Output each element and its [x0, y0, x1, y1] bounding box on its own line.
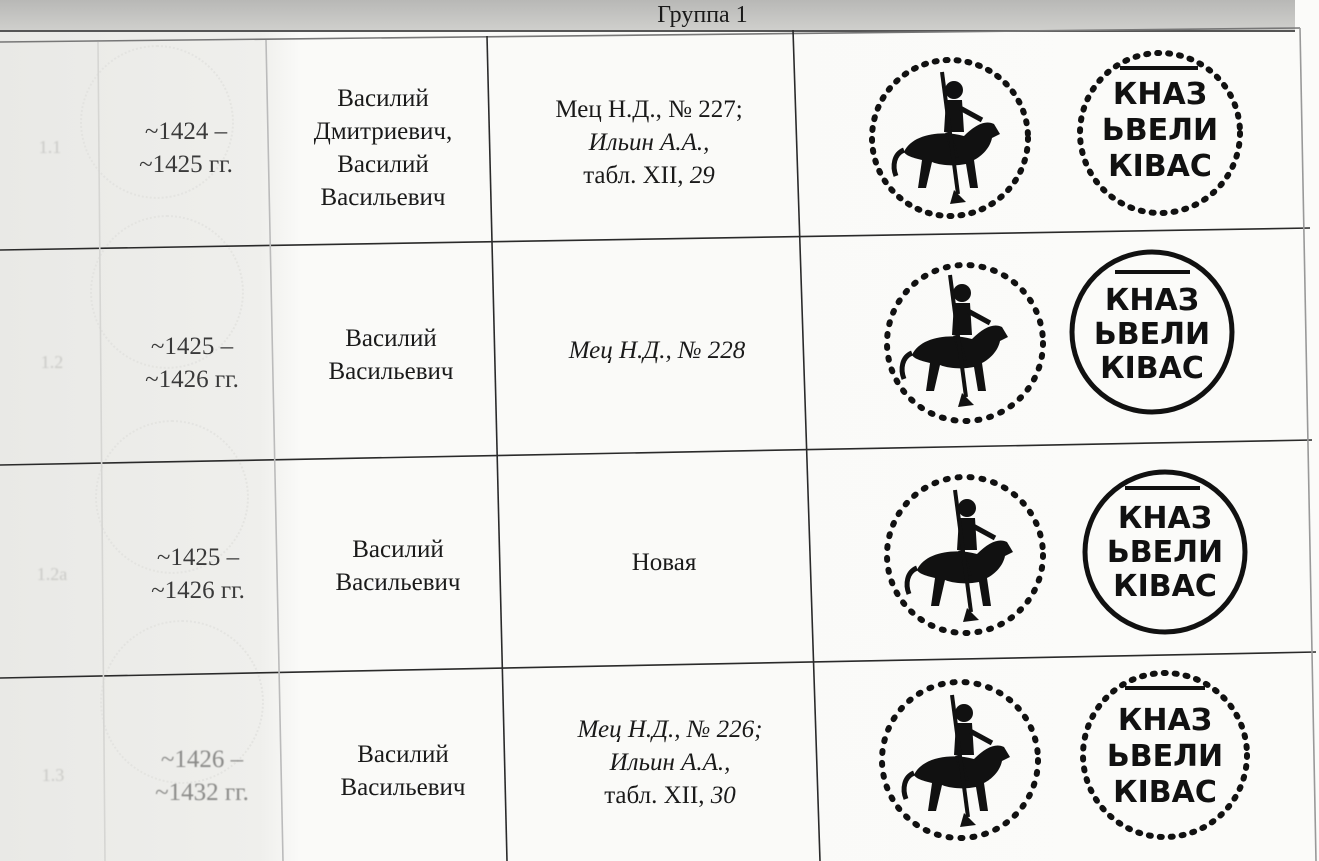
- reverse-coin: [1085, 472, 1245, 632]
- reference-line: Новая: [631, 548, 697, 576]
- reference-line: Ильин А.А.,: [609, 748, 731, 776]
- ruler-line: Васильевич: [328, 358, 454, 385]
- reverse-legend-line: КIВАС: [1100, 351, 1204, 386]
- row-index: 1.3: [41, 765, 65, 785]
- obverse-coin: [887, 265, 1043, 421]
- date-start: ~1424 –: [144, 117, 228, 145]
- ruler-line: Василий: [337, 150, 429, 178]
- reverse-legend-line: ЬВЕЛИ: [1093, 317, 1211, 352]
- obverse-coin: [872, 60, 1028, 216]
- reference-table: табл. XII,: [583, 162, 690, 189]
- reference-table-number: 30: [710, 781, 736, 809]
- reverse-legend-line: КIВАС: [1113, 569, 1217, 604]
- reverse-legend-line: КНАЗ: [1104, 283, 1200, 318]
- group-title: Группа 1: [657, 1, 748, 28]
- reverse-coin: [1072, 252, 1232, 412]
- ruler-line: Василий: [352, 536, 444, 563]
- date-start: ~1426 –: [160, 745, 244, 773]
- obverse-coin: [887, 477, 1043, 633]
- date-end: ~1432 гг.: [155, 778, 249, 806]
- reference-line: Мец Н.Д., № 227;: [555, 96, 743, 123]
- reference-line: Ильин А.А.,: [588, 129, 710, 156]
- reverse-legend-line: КIВАС: [1113, 775, 1217, 810]
- date-start: ~1425 –: [150, 332, 234, 360]
- reverse-legend-line: КIВАС: [1108, 149, 1212, 184]
- ruler-line: Дмитриевич,: [313, 117, 453, 145]
- ruler-line: Васильевич: [320, 183, 446, 211]
- reverse-legend-line: ЬВЕЛИ: [1106, 739, 1224, 774]
- reference-line: Мец Н.Д., № 226;: [577, 715, 763, 743]
- row-index: 1.2а: [36, 563, 68, 584]
- ruler-line: Васильевич: [340, 773, 466, 801]
- reverse-legend-line: ЬВЕЛИ: [1106, 535, 1224, 570]
- reference-table-number: 29: [689, 162, 715, 189]
- reverse-legend-line: КНАЗ: [1112, 77, 1208, 112]
- date-end: ~1426 гг.: [151, 577, 245, 604]
- date-end: ~1426 гг.: [145, 365, 239, 393]
- ruler-line: Василий: [337, 84, 429, 112]
- reverse-legend-line: КНАЗ: [1117, 501, 1213, 536]
- ruler-line: Василий: [357, 740, 449, 768]
- ruler-line: Васильевич: [335, 569, 461, 596]
- ruler-line: Василий: [345, 325, 437, 352]
- obverse-coin: [882, 682, 1038, 838]
- row-index: 1.1: [38, 137, 62, 157]
- date-start: ~1425 –: [156, 544, 240, 571]
- reverse-coin: [1080, 53, 1240, 213]
- reference-table: табл. XII,: [604, 781, 711, 809]
- reverse-legend-line: ЬВЕЛИ: [1101, 113, 1219, 148]
- date-end: ~1425 гг.: [139, 150, 233, 178]
- reverse-legend-line: КНАЗ: [1117, 703, 1213, 738]
- reverse-coin: [1083, 673, 1247, 837]
- row-index: 1.2: [40, 352, 64, 372]
- reference-line: Мец Н.Д., № 228: [568, 336, 746, 364]
